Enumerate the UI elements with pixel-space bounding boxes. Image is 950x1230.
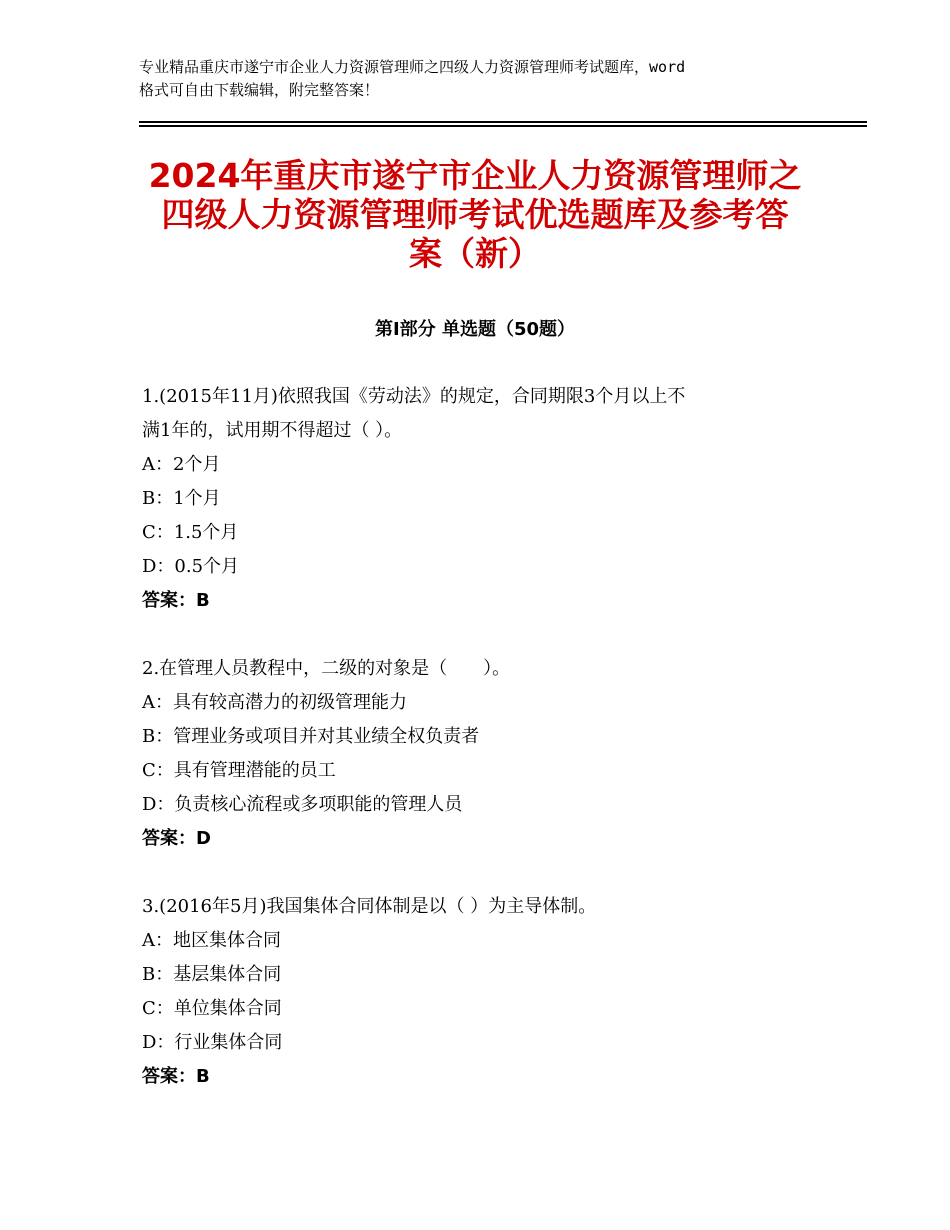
question-2 (142, 654, 822, 858)
document-title (110, 156, 840, 273)
header-rule-top (139, 121, 867, 123)
option-b: B：基层集体合同 (142, 964, 282, 985)
title-line-3: 案（新） (409, 234, 541, 273)
header-note-line-1: 专业精品重庆市遂宁市企业人力资源管理师之四级人力资源管理师考试题库，word (139, 58, 686, 76)
option-b: B：1个月 (142, 488, 221, 509)
answer: 答案：B (142, 1066, 210, 1087)
section-heading: 第Ⅰ部分 单选题（50题） (374, 319, 575, 340)
answer: 答案：D (142, 828, 211, 849)
option-a: A：2个月 (142, 454, 221, 475)
question-stem-continued: 满1年的，试用期不得超过（ ）。 (142, 420, 403, 441)
option-b: B：管理业务或项目并对其业绩全权负责者 (142, 726, 480, 747)
answer: 答案：B (142, 590, 210, 611)
title-line-1: 2024年重庆市遂宁市企业人力资源管理师之 (148, 156, 802, 195)
question-1 (142, 382, 822, 620)
option-d: D：0.5个月 (142, 556, 240, 577)
option-c: C：1.5个月 (142, 522, 239, 543)
option-a: A：具有较高潜力的初级管理能力 (142, 692, 407, 713)
document-header-note (139, 56, 819, 102)
question-3 (142, 892, 822, 1096)
option-c: C：单位集体合同 (142, 998, 282, 1019)
question-list (142, 382, 822, 1130)
header-rule-bottom (139, 125, 867, 127)
title-line-2: 四级人力资源管理师考试优选题库及参考答 (161, 195, 789, 234)
question-stem: 2.在管理人员教程中，二级的对象是（ ）。 (142, 658, 511, 679)
question-stem: 3.(2016年5月)我国集体合同体制是以（ ）为主导体制。 (142, 896, 597, 917)
question-stem: 1.(2015年11月)依照我国《劳动法》的规定，合同期限3个月以上不 (142, 386, 686, 407)
header-note-line-2: 格式可自由下载编辑，附完整答案！ (139, 81, 380, 99)
option-a: A：地区集体合同 (142, 930, 281, 951)
option-d: D：负责核心流程或多项职能的管理人员 (142, 794, 463, 815)
option-d: D：行业集体合同 (142, 1032, 283, 1053)
option-c: C：具有管理潜能的员工 (142, 760, 336, 781)
